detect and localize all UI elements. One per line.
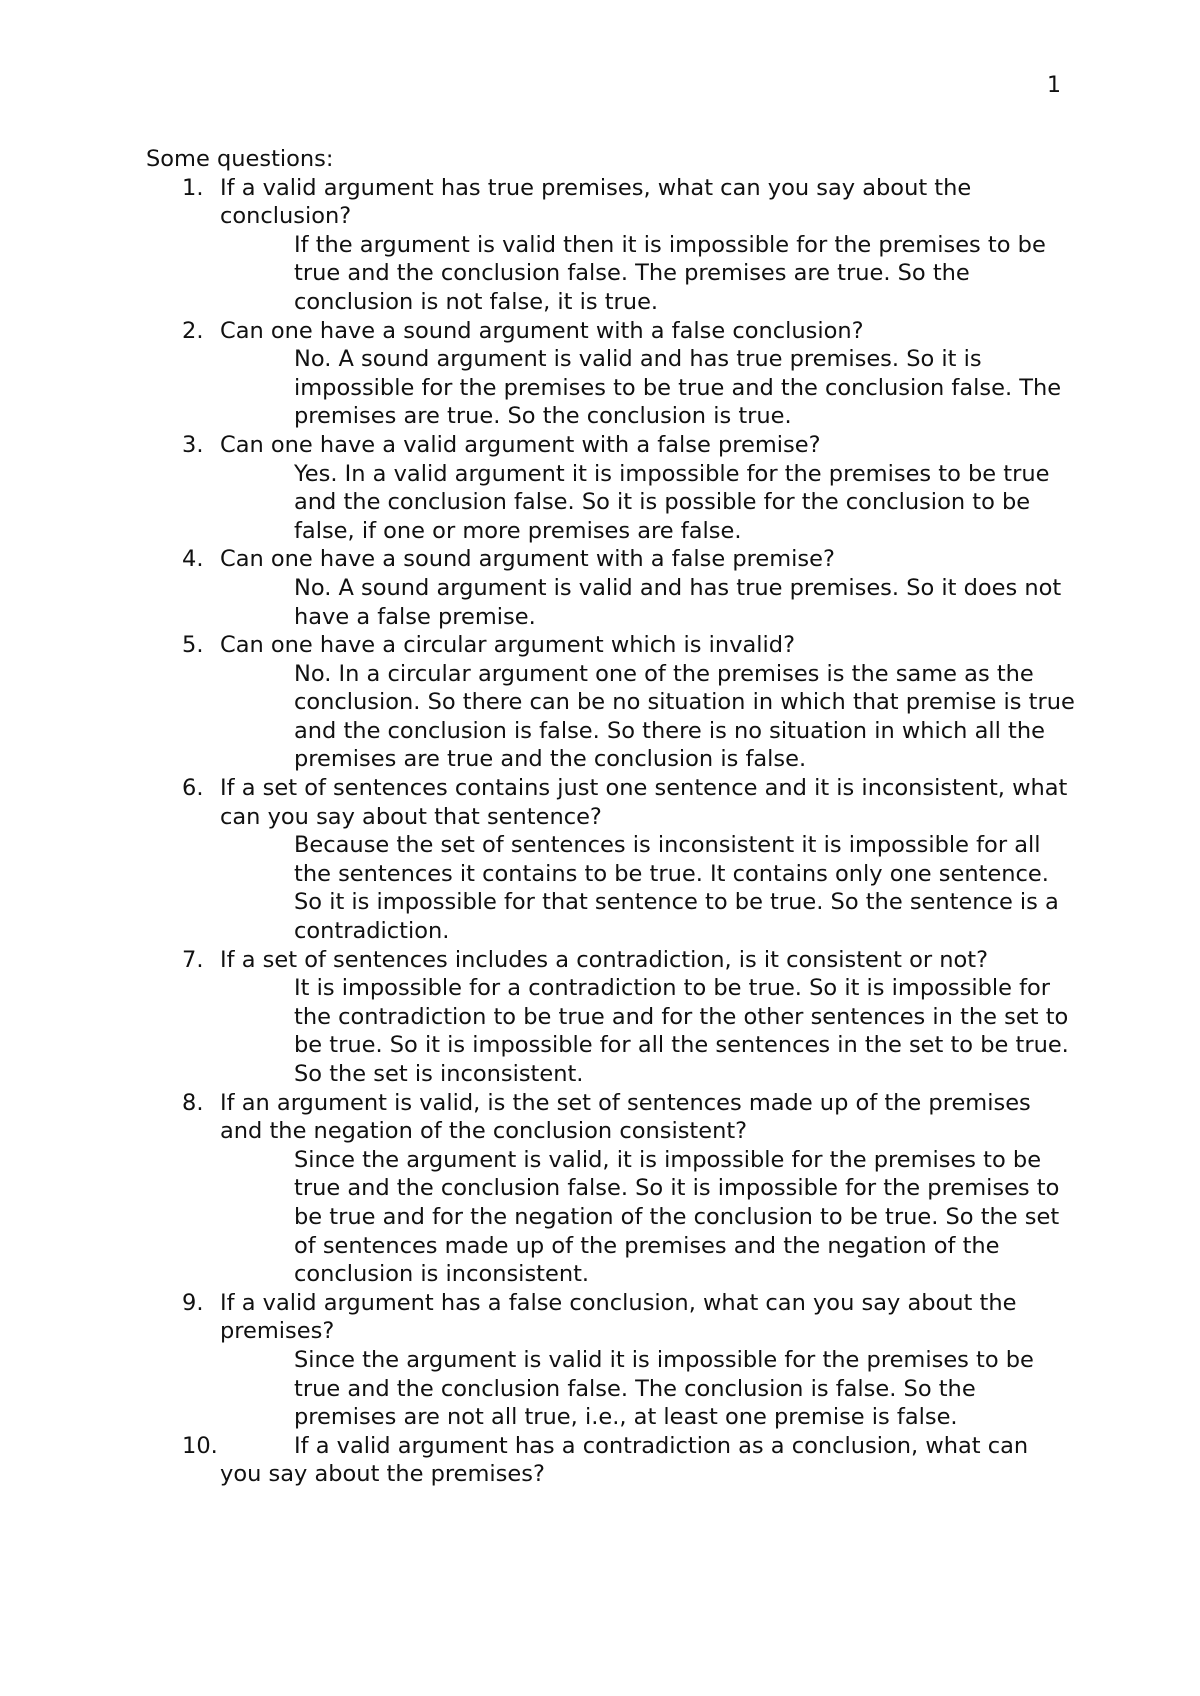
question-number: 2.	[182, 317, 204, 344]
answer-text: No. A sound argument is valid and has true premises. So it does not have a false premise.	[294, 574, 1062, 630]
question-text: Can one have a valid argument with a false premise?	[220, 431, 821, 458]
answer-text: Since the argument is valid, it is impossible for the premises to be true and the conclusion false. So it is impossible for the premises to be true and for the negation of the conclusion to be true. So the set of sentences made up of the premises and the negation of the conclusion is inconsistent.	[294, 1146, 1060, 1288]
question-text: If a valid argument has a contradiction as a conclusion, what can you say about the premises?	[220, 1432, 1029, 1488]
section-heading: Some questions:	[146, 146, 334, 172]
question-item	[146, 317, 1076, 431]
question-text: If a set of sentences contains just one sentence and it is inconsistent, what can you say about that sentence?	[220, 775, 1068, 830]
question-text: If an argument is valid, is the set of sentences made up of the premises and the negation of the conclusion consistent?	[220, 1089, 1031, 1145]
question-item	[146, 431, 1076, 545]
question-number: 9.	[182, 1289, 204, 1316]
answer-text: Yes. In a valid argument it is impossible for the premises to be true and the conclusion false. So it is possible for the conclusion to be false, if one or more premises are false.	[294, 460, 1050, 544]
question-text: If a set of sentences includes a contradiction, is it consistent or not?	[220, 946, 989, 973]
question-item	[146, 1432, 1076, 1489]
question-text: If a valid argument has true premises, what can you say about the conclusion?	[220, 174, 972, 230]
question-text: Can one have a sound argument with a false premise?	[220, 546, 835, 573]
question-item	[146, 774, 1076, 946]
answer-text: No. A sound argument is valid and has true premises. So it is impossible for the premises to be true and the conclusion false. The premises are true. So the conclusion is true.	[294, 346, 1062, 430]
question-item	[146, 545, 1076, 631]
question-text: Can one have a circular argument which is invalid?	[220, 632, 796, 659]
question-number: 8.	[182, 1089, 204, 1116]
document-body	[146, 145, 1076, 1489]
question-text: If a valid argument has a false conclusion, what can you say about the premises?	[220, 1289, 1017, 1345]
question-item	[146, 174, 1076, 317]
answer-text: No. In a circular argument one of the premises is the same as the conclusion. So there can be no situation in which that premise is true and the conclusion is false. So there is no situation in which all the premises are true and the conclusion is false.	[294, 660, 1075, 773]
question-item	[146, 1089, 1076, 1289]
answer-text: It is impossible for a contradiction to be true. So it is impossible for the contradiction to be true and for the other sentences in the set to be true. So it is impossible for all the sentences in the set to be true. So the set is inconsistent.	[294, 975, 1069, 1087]
answer-text: Since the argument is valid it is impossible for the premises to be true and the conclusion false. The conclusion is false. So the premises are not all true, i.e., at least one premise is false.	[294, 1346, 1034, 1431]
question-item	[146, 631, 1076, 774]
page-number: 1	[1047, 73, 1061, 98]
question-number: 10.	[182, 1432, 218, 1459]
question-number: 4.	[182, 546, 204, 573]
answer-text: If the argument is valid then it is impossible for the premises to be true and the conclusion false. The premises are true. So the conclusion is not false, it is true.	[294, 231, 1046, 315]
question-number: 5.	[182, 632, 204, 659]
question-list	[146, 174, 1076, 1489]
question-item	[146, 946, 1076, 1089]
answer-text: Because the set of sentences is inconsistent it is impossible for all the sentences it contains to be true. It contains only one sentence. So it is impossible for that sentence to be true. So the sentence is a contradiction.	[294, 832, 1059, 945]
question-number: 7.	[182, 946, 204, 973]
question-text: Can one have a sound argument with a false conclusion?	[220, 317, 864, 344]
question-item	[146, 1289, 1076, 1432]
question-number: 3.	[182, 431, 204, 458]
question-number: 6.	[182, 775, 204, 802]
question-number: 1.	[182, 174, 204, 201]
